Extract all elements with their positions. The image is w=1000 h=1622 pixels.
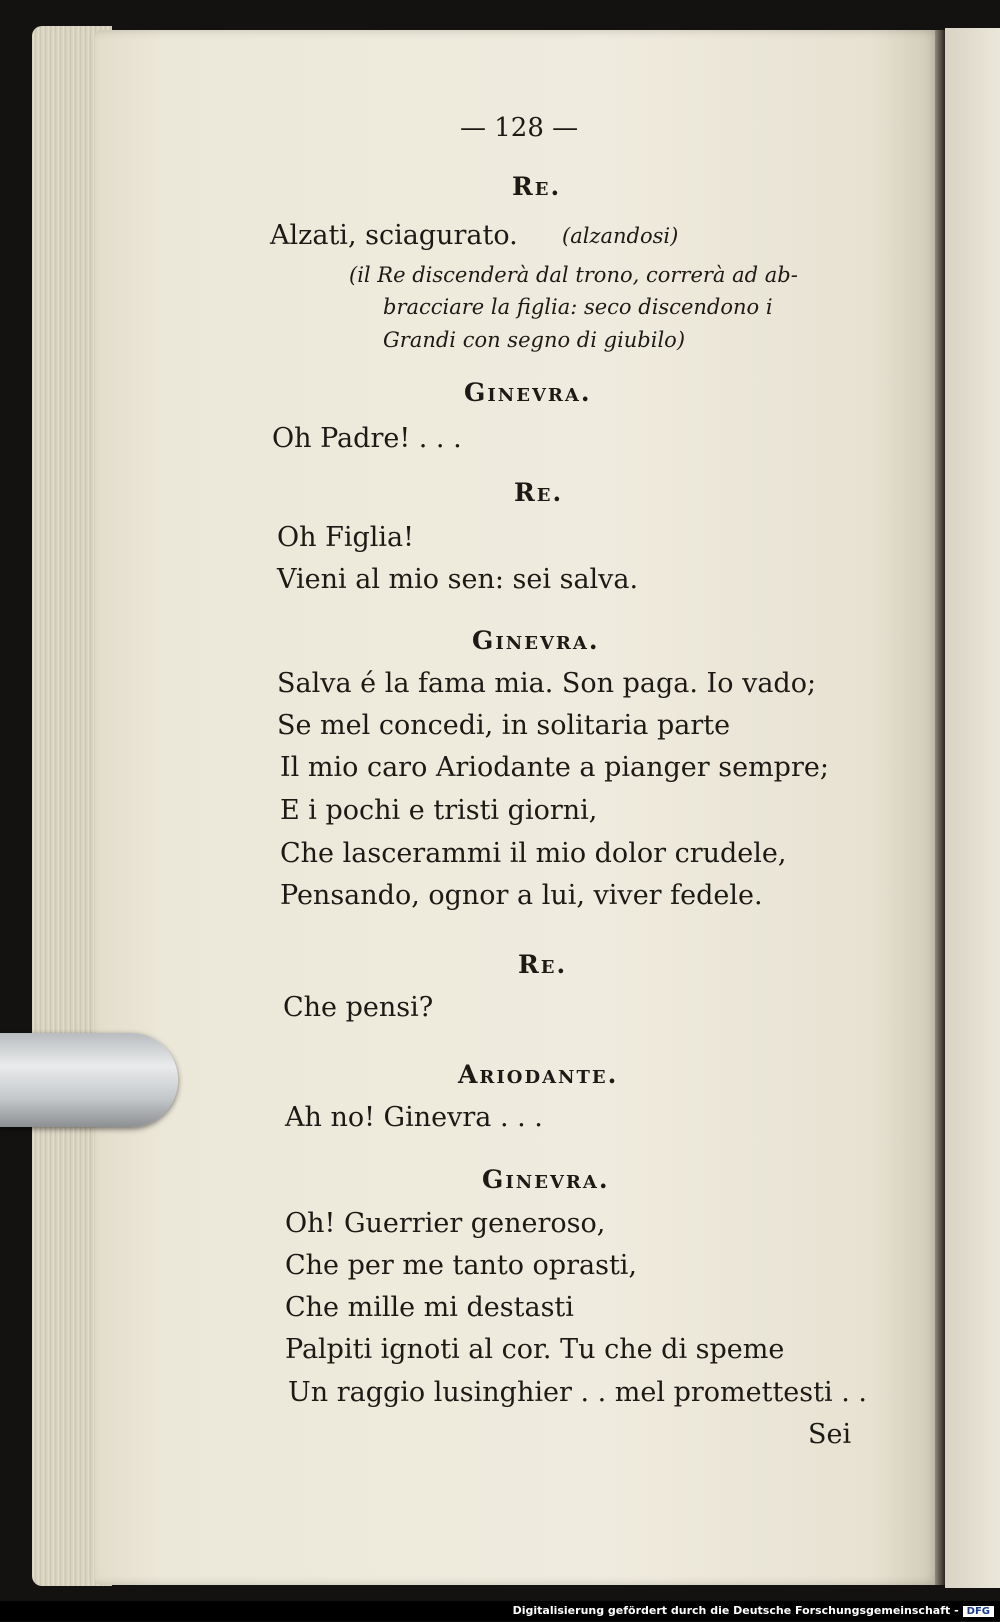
stage-direction: Grandi con segno di giubilo) (383, 328, 686, 352)
facing-page (945, 28, 1000, 1588)
verse-line: Salva é la fama mia. Son paga. Io vado; (277, 668, 817, 699)
verse-line: Se mel concedi, in solitaria parte (277, 710, 731, 741)
stage-direction: bracciare la figlia: seco discendono i (383, 295, 773, 319)
verse-line: Pensando, ognor a lui, viver fedele. (280, 880, 763, 911)
verse-line: Che lascerammi il mio dolor crudele, (280, 838, 787, 869)
verse-line: Che per me tanto oprasti, (285, 1250, 638, 1281)
verse-line: Oh! Guerrier generoso, (285, 1208, 606, 1239)
speaker-re: Re. (514, 478, 564, 507)
speaker-ginevra: Ginevra. (482, 1165, 610, 1194)
verse-line: Alzati, sciagurato. (270, 220, 518, 251)
page-clamp (0, 1033, 178, 1127)
stage-direction-inline: (alzandosi) (562, 224, 679, 248)
speaker-ariodante: Ariodante. (458, 1060, 619, 1089)
catchword: Sei (808, 1419, 852, 1450)
digitization-credit (0, 1601, 1000, 1621)
verse-line: Il mio caro Ariodante a pianger sempre; (280, 752, 829, 783)
speaker-ginevra: Ginevra. (472, 626, 600, 655)
verse-line: Un raggio lusinghier . . mel promettesti . . (288, 1377, 867, 1408)
dfg-logo: DFG (963, 1606, 994, 1617)
verse-line: Palpiti ignoti al cor. Tu che di speme (285, 1334, 785, 1365)
verse-line: E i pochi e tristi giorni, (280, 795, 598, 826)
verse-line: Oh Padre! . . . (272, 423, 462, 454)
verse-line: Ah no! Ginevra . . . (285, 1102, 543, 1133)
verse-line: Oh Figlia! (277, 522, 414, 553)
footer-text: Digitalisierung gefördert durch die Deutsche Forschungsgemeinschaft - (512, 1604, 959, 1617)
verse-line: Che pensi? (283, 992, 434, 1023)
stage-direction: (il Re discenderà dal trono, correrà ad ab- (349, 263, 798, 287)
speaker-re: Re. (512, 172, 562, 201)
page-number: — 128 — (460, 113, 579, 143)
verse-line: Vieni al mio sen: sei salva. (277, 564, 639, 595)
speaker-ginevra: Ginevra. (464, 378, 592, 407)
verse-line: Che mille mi destasti (285, 1292, 574, 1323)
speaker-re: Re. (518, 950, 568, 979)
book-gutter (935, 30, 945, 1585)
